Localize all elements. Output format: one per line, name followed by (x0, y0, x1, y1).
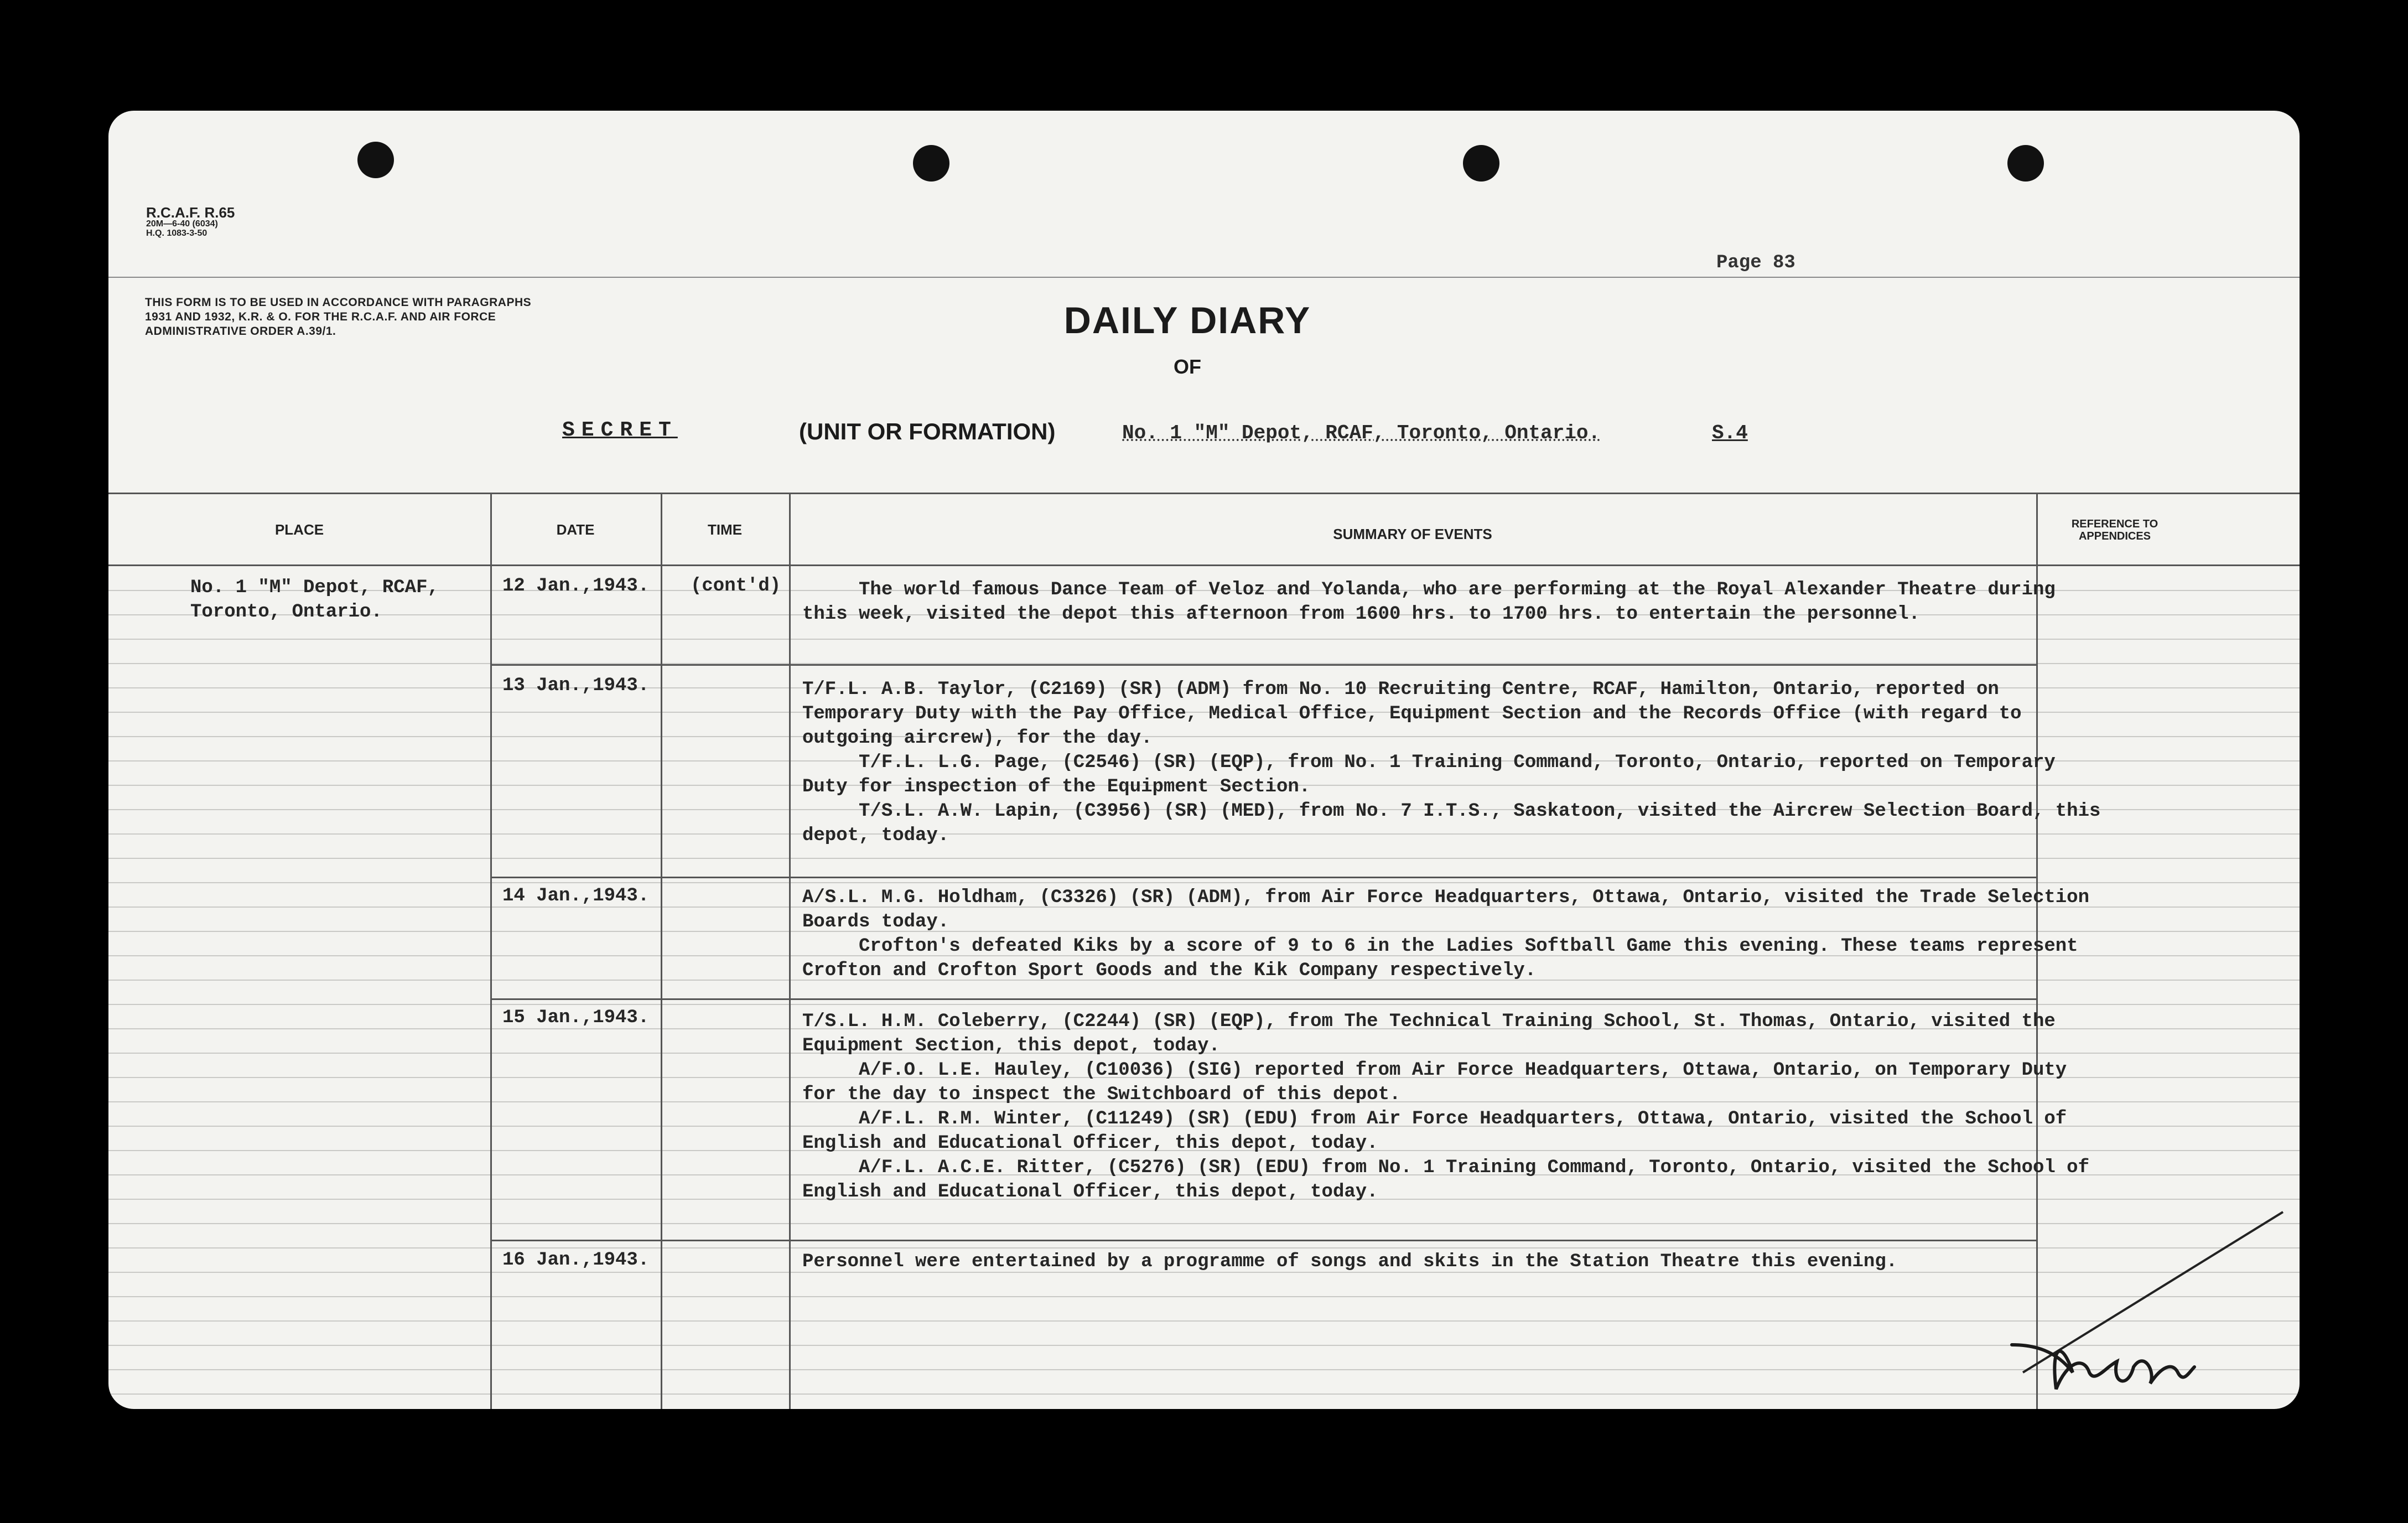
file-code: S.4 (1712, 422, 1748, 444)
row-separator (490, 877, 2036, 878)
column-divider (789, 493, 791, 1409)
date-cell: 13 Jan.,1943. (502, 675, 650, 696)
date-cell: 14 Jan.,1943. (502, 885, 650, 906)
ruled-line (108, 882, 2300, 883)
form-code-line: 20M—6-40 (6034) (146, 219, 218, 229)
summary-paragraph: A/S.L. M.G. Holdham, (C3326) (SR) (ADM), from Air Force Headquarters, Ottawa, Ontario, visited the Trade Selection Boards today. (802, 887, 2101, 933)
summary-paragraph: T/S.L. H.M. Coleberry, (C2244) (SR) (EQP), from The Technical Training School, St. Thomas, Ontario, visited the Equipment Section, this depot, today. (802, 1011, 2067, 1056)
ruled-line (108, 1004, 2300, 1005)
form-code-line: R.C.A.F. R.65 (146, 204, 235, 221)
handwritten-signature (1951, 1206, 2294, 1406)
summary-paragraph: T/S.L. A.W. Lapin, (C3956) (SR) (MED), from No. 7 I.T.S., Saskatoon, visited the Aircrew Selection Board, this depot, today. (802, 801, 2112, 846)
summary-paragraph: Personnel were entertained by a programme of songs and skits in the Station Theatre this evening. (802, 1251, 1898, 1272)
punch-hole (357, 142, 394, 178)
column-header-summary: SUMMARY OF EVENTS (1333, 526, 1492, 542)
form-instructions: THIS FORM IS TO BE USED IN ACCORDANCE WITH PARAGRAPHS 1931 AND 1932, K.R. & O. FOR THE R.C.A.F. AND AIR FORCE ADMINISTRATIVE ORDER A.39/1. (145, 296, 532, 338)
secret-stamp: SECRET (562, 418, 678, 442)
summary-paragraph: A/F.O. L.E. Hauley, (C10036) (SIG) reported from Air Force Headquarters, Ottawa, Ontario, on Temporary Duty for the day to inspect the Switchboard of this depot. (802, 1060, 2078, 1105)
punch-hole (1463, 145, 1499, 182)
column-divider (661, 493, 662, 1409)
summary-paragraph: T/F.L. A.B. Taylor, (C2169) (SR) (ADM) from No. 10 Recruiting Centre, RCAF, Hamilton, Ontario, reported on Temporary Duty with the Pay Office, Medical Office, Equipment Section and the Records Office (with regard to outgoing aircrew), for the day. (802, 679, 2033, 749)
ruled-line (108, 858, 2300, 859)
row-separator (490, 1240, 2036, 1241)
row-separator (490, 664, 2036, 666)
page-number: Page 83 (1716, 252, 1795, 273)
summary-paragraph: The world famous Dance Team of Veloz and Yolanda, who are performing at the Royal Alexander Theatre during this week, visited the depot this afternoon from 1600 hrs. to 1700 hrs. to entertain the personnel. (802, 579, 2067, 625)
date-cell: 16 Jan.,1943. (502, 1250, 650, 1271)
column-header-date: DATE (556, 521, 595, 538)
table-top-rule (108, 493, 2300, 494)
header-bottom-rule (108, 564, 2300, 566)
form-code (146, 206, 235, 238)
summary-entry (802, 578, 2108, 626)
form-title: DAILY DIARY (1063, 299, 1311, 341)
column-header-time: TIME (707, 521, 743, 538)
form-title-of: OF (1174, 355, 1201, 378)
date-cell: 12 Jan.,1943. (502, 576, 650, 597)
summary-paragraph: A/F.L. R.M. Winter, (C11249) (SR) (EDU) from Air Force Headquarters, Ottawa, Ontario, visited the School of English and Educational Officer, this depot, today. (802, 1108, 2078, 1154)
ruled-line (108, 639, 2300, 640)
summary-entry (802, 1009, 2108, 1204)
unit-value: No. 1 "M" Depot, RCAF, Toronto, Ontario. (1122, 422, 1601, 444)
row-separator (490, 998, 2036, 1000)
place-cell: No. 1 "M" Depot, RCAF, Toronto, Ontario. (190, 577, 439, 623)
form-code-line: H.Q. 1083-3-50 (146, 229, 207, 238)
column-header-place: PLACE (274, 521, 324, 538)
punch-hole (913, 145, 949, 182)
diary-sheet (108, 111, 2300, 1409)
summary-paragraph: A/F.L. A.C.E. Ritter, (C5276) (SR) (EDU) from No. 1 Training Command, Toronto, Ontario, visited the School of English and Educational Officer, this depot, today. (802, 1157, 2101, 1203)
column-divider (490, 493, 492, 1409)
punch-hole (2007, 145, 2044, 182)
summary-entry (802, 1250, 2108, 1274)
column-header-reference: REFERENCE TO APPENDICES (2071, 518, 2158, 542)
summary-entry (802, 885, 2108, 983)
header-top-rule (108, 277, 2300, 278)
time-cell: (cont'd) (691, 576, 781, 597)
summary-entry (802, 677, 2112, 848)
date-cell: 15 Jan.,1943. (502, 1007, 650, 1028)
unit-label: (UNIT OR FORMATION) (799, 418, 1056, 444)
summary-paragraph: Crofton's defeated Kiks by a score of 9 to 6 in the Ladies Softball Game this evening. These teams represent Crofton and Crofton Sport Goods and the Kik Company respectively. (802, 936, 2089, 981)
summary-paragraph: T/F.L. L.G. Page, (C2546) (SR) (EQP), from No. 1 Training Command, Toronto, Ontario, reported on Temporary Duty for inspection of the Equipment Section. (802, 752, 2067, 797)
